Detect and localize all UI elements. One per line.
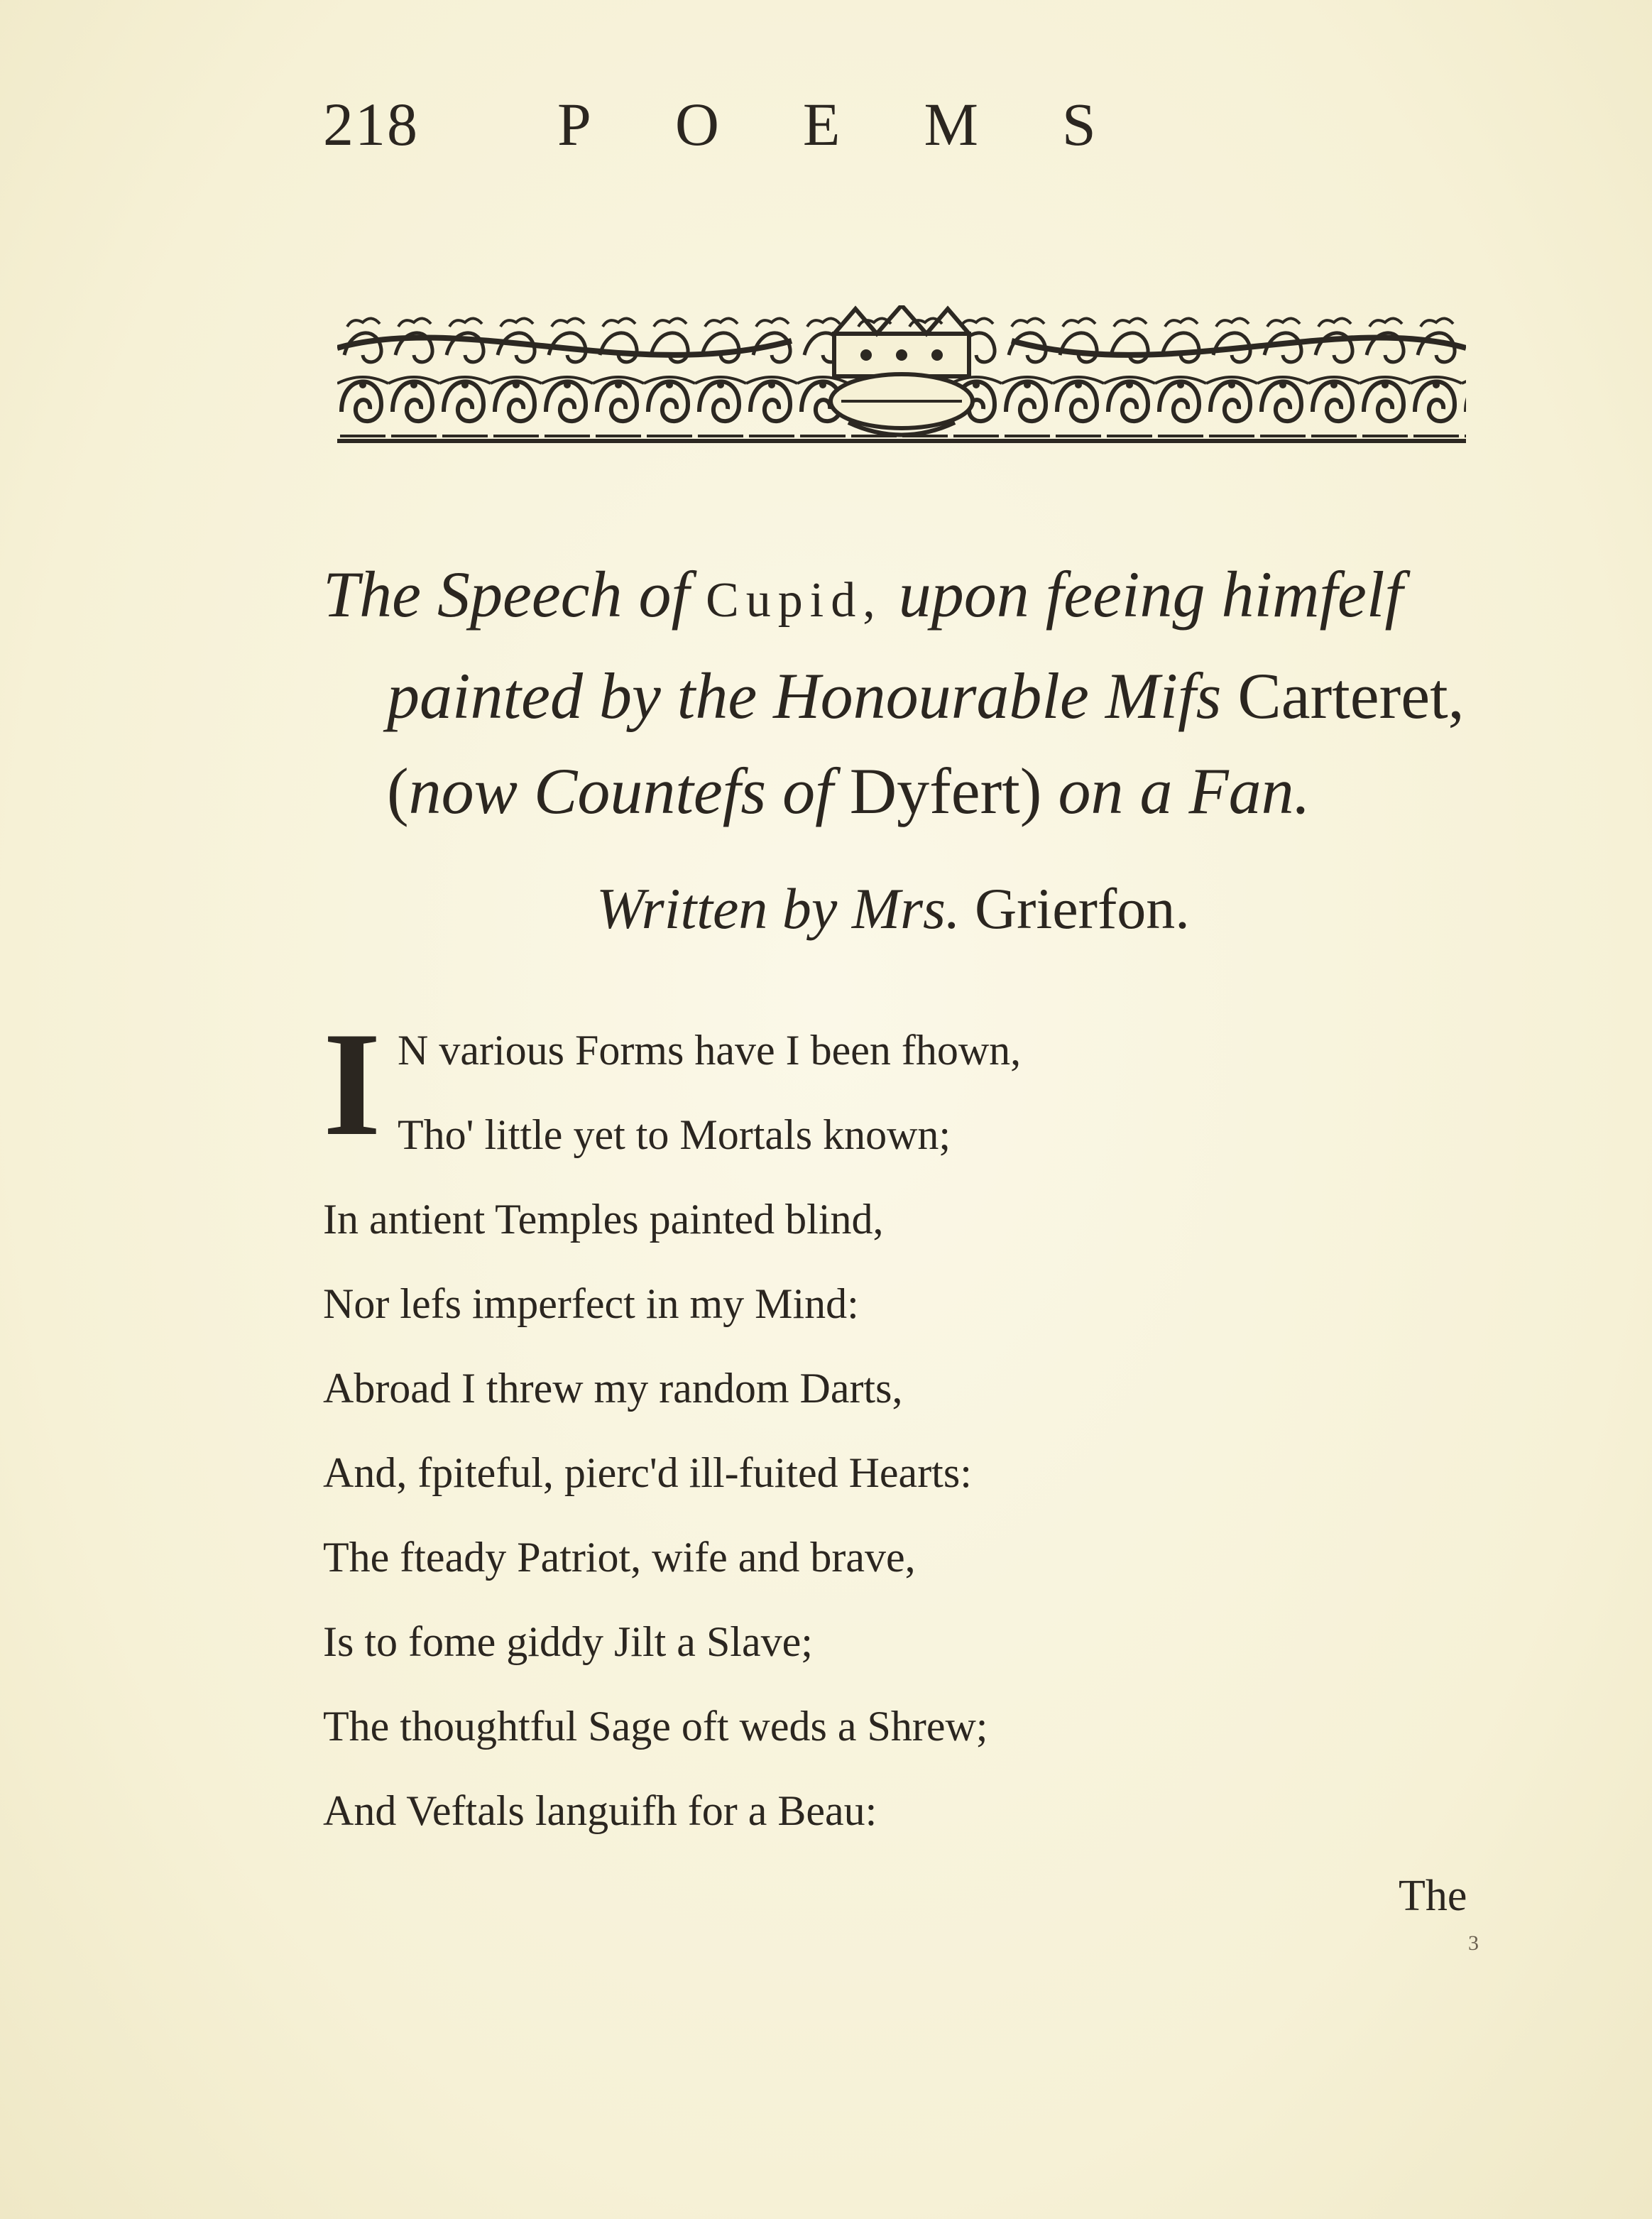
poem-title	[323, 547, 1487, 839]
title-italic-part: on a Fan.	[1058, 755, 1311, 827]
title-italic-part: painted by the Honourable Mifs	[387, 660, 1222, 732]
page-number: 218	[323, 90, 419, 158]
poem-line-10: And Veftals languifh for a Beau:	[323, 1787, 877, 1834]
poem-line-5: Abroad I threw my random Darts,	[323, 1365, 903, 1412]
author-byline	[596, 870, 1306, 948]
title-name-dysert: Dyfert	[849, 755, 1020, 827]
title-italic-part: now Countefs of	[408, 755, 833, 827]
poem-line-6: And, fpiteful, pierc'd ill-fuited Hearts:	[323, 1449, 972, 1496]
poem-text	[323, 1002, 1246, 1853]
title-italic-part: The Speech of	[323, 558, 690, 631]
drop-cap-initial: I	[323, 1002, 381, 1167]
poem-line-3: In antient Temples painted blind,	[323, 1196, 884, 1243]
poem-line-8: Is to fome giddy Jilt a Slave;	[323, 1618, 813, 1665]
title-name-carteret: Carteret,	[1237, 660, 1465, 732]
title-paren-close: )	[1019, 755, 1042, 827]
title-line-1	[323, 547, 1487, 648]
byline-author-name: Grierfon.	[974, 876, 1190, 941]
headpiece-ornament	[337, 305, 1466, 447]
running-head	[323, 85, 1210, 163]
poem-line-9: The thoughtful Sage oft weds a Shrew;	[323, 1703, 988, 1750]
title-name-cupid: Cupid,	[706, 573, 882, 628]
poem-line-4: Nor lefs imperfect in my Mind:	[323, 1280, 859, 1327]
poem-line-7: The fteady Patriot, wife and brave,	[323, 1534, 916, 1581]
title-paren-open: (	[387, 755, 409, 827]
title-italic-part: upon feeing himfelf	[898, 558, 1404, 631]
byline-italic: Written by Mrs.	[596, 876, 961, 941]
poem-line-1: N various Forms have I been fhown,	[398, 1027, 1022, 1074]
title-line-2	[323, 648, 1487, 743]
signature-mark: 3	[1468, 1931, 1479, 1955]
catchword: The	[1399, 1872, 1467, 1920]
poem-line-2: Tho' little yet to Mortals known;	[398, 1111, 951, 1158]
running-title: POEMS	[557, 90, 1180, 158]
title-line-3	[323, 743, 1487, 839]
